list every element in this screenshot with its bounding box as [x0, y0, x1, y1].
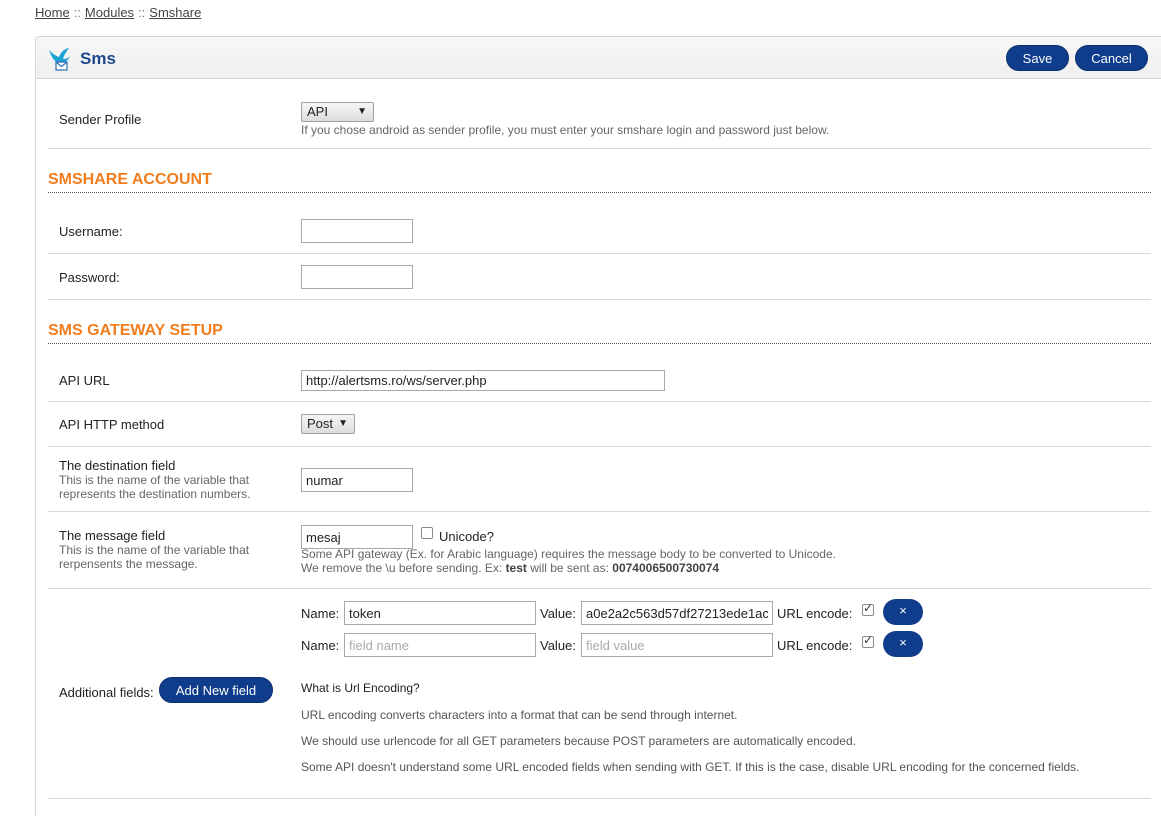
- message-field-help-1: This is the name of the variable that: [59, 543, 250, 557]
- sender-profile-value: API: [307, 104, 328, 119]
- api-method-label: API HTTP method: [59, 417, 165, 432]
- unicode-help-2-prefix: We remove the \u before sending. Ex:: [301, 561, 506, 575]
- section-title-gateway-setup: SMS GATEWAY SETUP: [48, 322, 1151, 344]
- message-field-row: [48, 512, 1151, 589]
- unicode-checkbox[interactable]: [421, 527, 433, 539]
- sender-profile-help: If you chose android as sender profile, you must enter your smshare login and password just below.: [301, 123, 830, 137]
- destination-field-label: The destination field: [59, 458, 176, 473]
- page-title: Sms: [80, 49, 116, 68]
- destination-field-help-1: This is the name of the variable that: [59, 473, 250, 487]
- unicode-example-input: test: [505, 561, 527, 575]
- breadcrumb-separator: ::: [73, 5, 81, 20]
- api-method-value: Post: [307, 416, 334, 431]
- username-row: [48, 194, 1151, 254]
- breadcrumb-modules-link[interactable]: Modules: [84, 5, 135, 20]
- field-name-label: Name:: [301, 606, 340, 621]
- field-value-label: Value:: [540, 606, 576, 621]
- message-field-label: The message field: [59, 528, 166, 543]
- field-name-input[interactable]: [344, 633, 536, 657]
- password-row: [48, 254, 1151, 300]
- breadcrumb-smshare-link[interactable]: Smshare: [149, 5, 202, 20]
- url-encoding-info-title: What is Url Encoding?: [301, 681, 420, 695]
- bird-message-icon: [47, 46, 71, 74]
- url-encode-checkbox[interactable]: [862, 604, 874, 616]
- unicode-help-1: Some API gateway (Ex. for Arabic language) requires the message body to be converted to Unicode.: [301, 547, 836, 561]
- destination-field-input[interactable]: [301, 468, 413, 492]
- additional-fields-row: [48, 589, 1151, 799]
- field-value-label: Value:: [540, 638, 576, 653]
- unicode-label: Unicode?: [439, 529, 494, 544]
- field-value-input[interactable]: [581, 633, 773, 657]
- api-method-row: [48, 402, 1151, 447]
- api-url-input[interactable]: [301, 370, 665, 391]
- username-label: Username:: [59, 224, 123, 239]
- api-url-row: [48, 345, 1151, 402]
- url-encode-checkbox[interactable]: [862, 636, 874, 648]
- url-encode-label: URL encode:: [777, 606, 853, 621]
- unicode-example-output: 0074006500730074: [612, 561, 720, 575]
- url-encode-label: URL encode:: [777, 638, 853, 653]
- field-name-input[interactable]: [344, 601, 536, 625]
- password-input[interactable]: [301, 265, 413, 289]
- message-field-help-2: rerpensents the message.: [59, 557, 198, 571]
- section-title-smshare-account: SMSHARE ACCOUNT: [48, 171, 1151, 193]
- message-field-input[interactable]: [301, 525, 413, 549]
- remove-field-button[interactable]: ×: [883, 631, 923, 657]
- add-new-field-button[interactable]: Add New field: [159, 677, 273, 703]
- api-method-select[interactable]: [301, 414, 355, 434]
- unicode-help-2: [301, 561, 719, 575]
- destination-field-row: [48, 447, 1151, 512]
- save-button[interactable]: Save: [1006, 45, 1069, 71]
- field-name-label: Name:: [301, 638, 340, 653]
- unicode-help-2-mid: will be sent as:: [526, 561, 613, 575]
- breadcrumb-separator: ::: [138, 5, 146, 20]
- url-encoding-info-2: We should use urlencode for all GET parameters because POST parameters are automatically encoded.: [301, 734, 856, 748]
- sender-profile-select[interactable]: [301, 102, 374, 122]
- breadcrumb: [35, 5, 201, 20]
- cancel-button[interactable]: Cancel: [1075, 45, 1148, 71]
- additional-fields-label: Additional fields:: [59, 685, 154, 700]
- password-label: Password:: [59, 270, 120, 285]
- field-value-input[interactable]: [581, 601, 773, 625]
- chevron-down-icon: ▼: [357, 106, 367, 117]
- destination-field-help-2: represents the destination numbers.: [59, 487, 251, 501]
- sender-profile-row: [48, 81, 1151, 149]
- api-url-label: API URL: [59, 373, 110, 388]
- sender-profile-label: Sender Profile: [59, 112, 142, 127]
- remove-field-button[interactable]: ×: [883, 599, 923, 625]
- module-panel: [35, 36, 1161, 816]
- chevron-down-icon: ▼: [338, 418, 348, 429]
- url-encoding-info-1: URL encoding converts characters into a format that can be send through internet.: [301, 708, 738, 722]
- url-encoding-info-3: Some API doesn't understand some URL encoded fields when sending with GET. If this is the case, disable URL encoding for the concerned fields.: [301, 760, 1080, 774]
- username-input[interactable]: [301, 219, 413, 243]
- panel-header: [36, 37, 1161, 79]
- breadcrumb-home-link[interactable]: Home: [35, 5, 70, 20]
